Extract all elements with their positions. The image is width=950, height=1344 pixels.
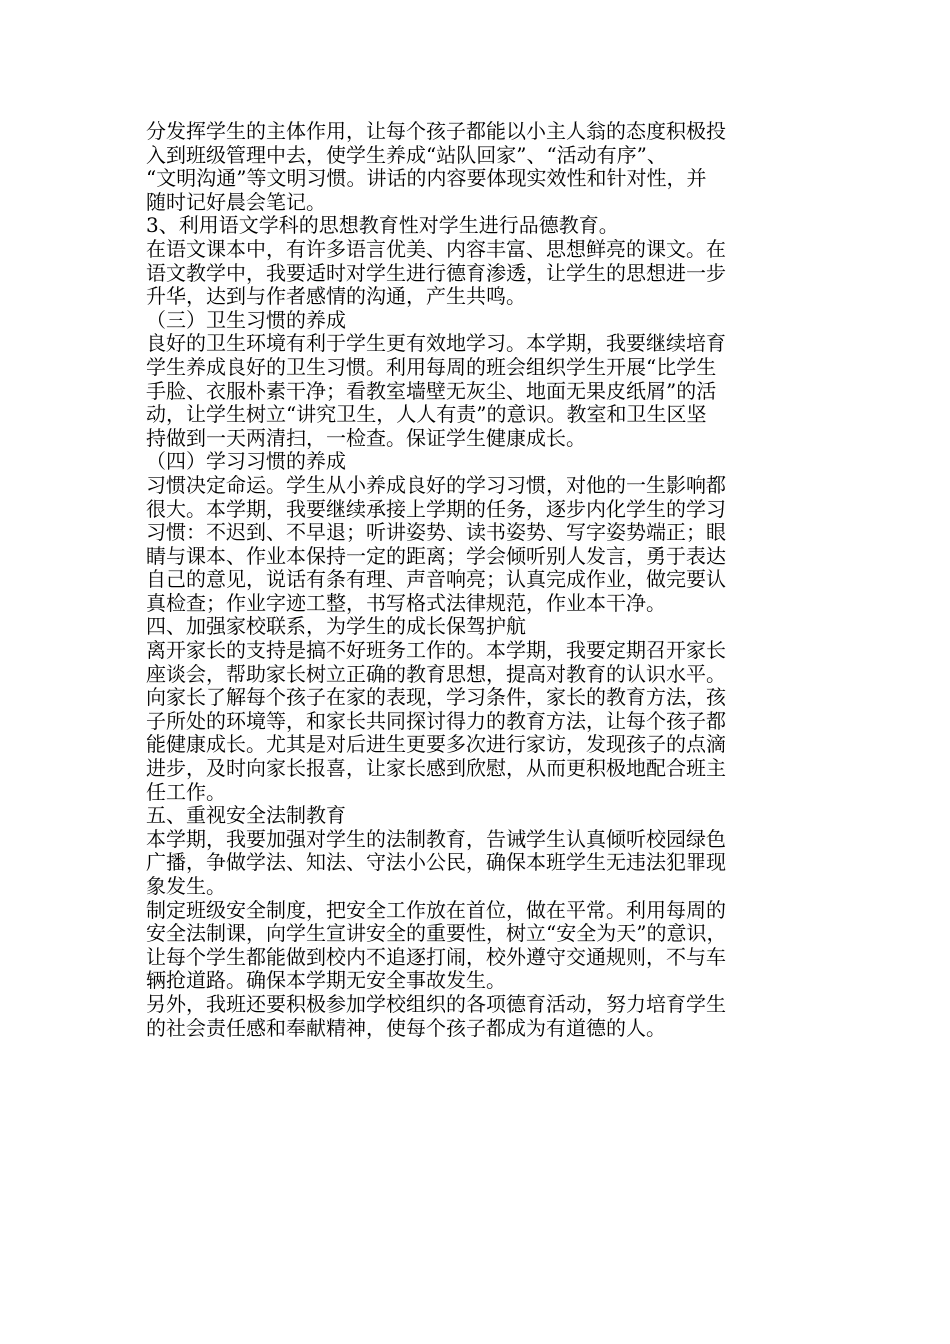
text-line: 很大。本学期，我要继续承接上学期的任务，逐步内化学生的学习 xyxy=(146,496,726,521)
text-line: 习惯：不迟到、不早退；听讲姿势、读书姿势、写字姿势端正；眼 xyxy=(146,520,726,545)
text-line: 学生养成良好的卫生习惯。利用每周的班会组织学生开展“比学生 xyxy=(146,354,717,379)
text-line: 能健康成长。尤其是对后进生更要多次进行家访，发现孩子的点滴 xyxy=(146,732,726,757)
text-line: 语文教学中，我要适时对学生进行德育渗透，让学生的思想进一步 xyxy=(146,260,726,285)
text-line: 象发生。 xyxy=(146,874,226,898)
text-line: 另外，我班还要积极参加学校组织的各项德育活动，努力培育学生 xyxy=(146,991,726,1016)
text-line: 随时记好晨会笔记。 xyxy=(146,189,326,214)
text-line: 向家长了解每个孩子在家的表现，学习条件，家长的教育方法，孩 xyxy=(146,685,726,710)
text-line: 在语文课本中，有许多语言优美、内容丰富、思想鲜亮的课文。在 xyxy=(146,236,726,261)
text-line: 习惯决定命运。学生从小养成良好的学习习惯，对他的一生影响都 xyxy=(146,472,726,497)
document-body xyxy=(146,120,806,1040)
text-line: 良好的卫生环境有利于学生更有效地学习。本学期，我要继续培育 xyxy=(146,331,726,356)
text-line: 四、加强家校联系，为学生的成长保驾护航 xyxy=(146,614,526,639)
text-line: 座谈会，帮助家长树立正确的教育思想，提高对教育的认识水平。 xyxy=(146,661,726,686)
text-line: 升华，达到与作者感情的沟通，产生共鸣。 xyxy=(146,284,526,309)
text-line: 任工作。 xyxy=(146,779,226,804)
text-line: 安全法制课，向学生宣讲安全的重要性，树立“安全为天”的意识， xyxy=(146,921,727,946)
text-line: 3、利用语文学科的思想教育性对学生进行品德教育。 xyxy=(146,213,619,238)
text-line: 广播，争做学法、知法、守法小公民，确保本班学生无违法犯罪现 xyxy=(146,850,726,875)
text-line: “文明沟通”等文明习惯。讲话的内容要体现实效性和针对性，并 xyxy=(146,166,707,191)
text-line: 自己的意见，说话有条有理、声音响亮；认真完成作业，做完要认 xyxy=(146,567,726,592)
text-line: 手脸、衣服朴素干净；看教室墙壁无灰尘、地面无果皮纸屑”的活 xyxy=(146,378,717,403)
text-line: 持做到一天两清扫，一检查。保证学生健康成长。 xyxy=(146,425,586,450)
text-line: 进步，及时向家长报喜，让家长感到欣慰，从而更积极地配合班主 xyxy=(146,756,726,781)
text-line: （四）学习习惯的养成 xyxy=(146,449,346,474)
text-line: 辆抢道路。确保本学期无安全事故发生。 xyxy=(146,968,506,993)
text-line: 制定班级安全制度，把安全工作放在首位，做在平常。利用每周的 xyxy=(146,897,726,922)
text-line: 真检查；作业字迹工整，书写格式法律规范，作业本干净。 xyxy=(146,590,666,615)
text-line: 让每个学生都能做到校内不追逐打闹，校外遵守交通规则，不与车 xyxy=(146,944,726,969)
text-line: 动，让学生树立“讲究卫生，人人有责”的意识。教室和卫生区坚 xyxy=(146,402,707,427)
text-line: 离开家长的支持是搞不好班务工作的。本学期，我要定期召开家长 xyxy=(146,638,726,663)
text-line: （三）卫生习惯的养成 xyxy=(146,307,346,332)
text-line: 入到班级管理中去，使学生养成“站队回家”、“活动有序”、 xyxy=(146,142,667,167)
text-line: 五、重视安全法制教育 xyxy=(146,803,346,828)
text-line: 睛与课本、作业本保持一定的距离；学会倾听别人发言，勇于表达 xyxy=(146,543,726,568)
text-line: 本学期，我要加强对学生的法制教育，告诫学生认真倾听校园绿色 xyxy=(146,826,726,851)
text-line: 分发挥学生的主体作用，让每个孩子都能以小主人翁的态度积极投 xyxy=(146,119,726,143)
text-line: 的社会责任感和奉献精神，使每个孩子都成为有道德的人。 xyxy=(146,1015,666,1040)
text-line: 子所处的环境等，和家长共同探讨得力的教育方法，让每个孩子都 xyxy=(146,708,726,733)
